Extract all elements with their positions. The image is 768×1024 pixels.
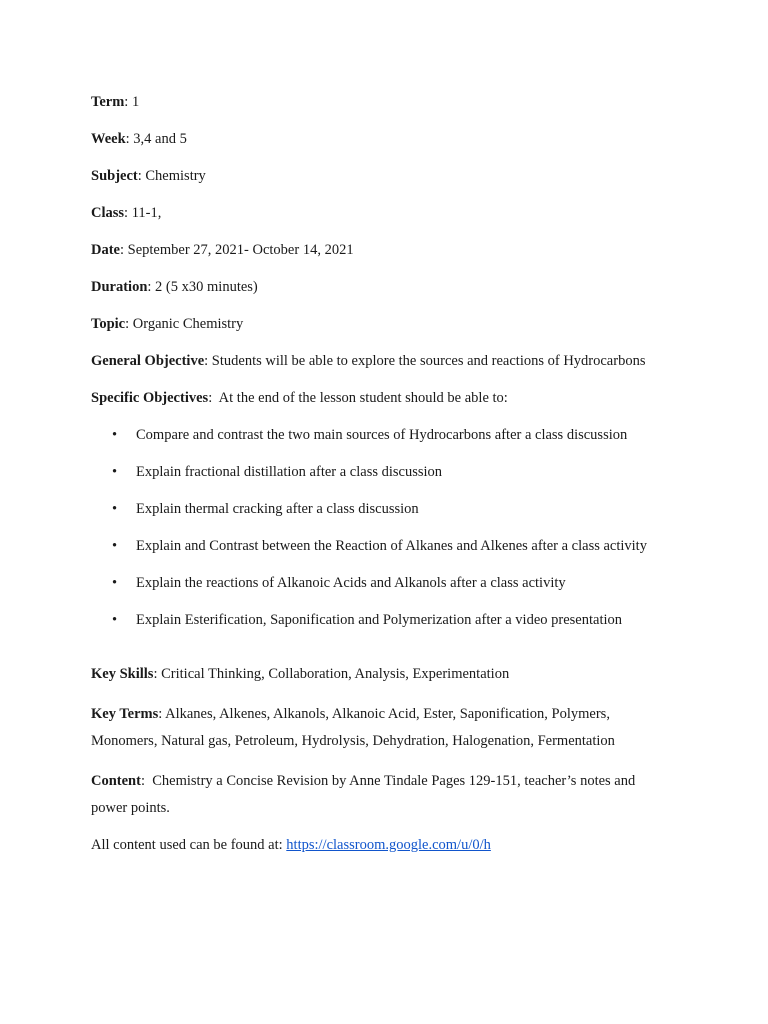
specific-objectives-field [91,388,691,408]
subject-value: : Chemistry [137,168,206,184]
content-label: Content [91,773,141,789]
date-value: : September 27, 2021- October 14, 2021 [120,242,354,258]
list-item [91,610,691,630]
term-field [91,92,691,112]
objective-text: Explain and Contrast between the Reaction of Alkanes and Alkenes after a class activity [136,538,647,554]
key-skills-label: Key Skills [91,666,154,682]
subject-label: Subject [91,168,138,184]
classroom-link[interactable]: https://classroom.google.com/u/0/h [286,837,491,853]
objective-text: Explain the reactions of Alkanoic Acids and Alkanols after a class activity [136,575,566,591]
bullet-icon: • [112,501,118,517]
bullet-icon: • [112,538,118,554]
class-field [91,203,691,223]
class-value: : 11-1, [124,205,162,221]
term-value: : 1 [124,94,140,110]
lesson-plan-document [91,92,691,872]
duration-field [91,277,691,297]
content-value: : Chemistry a Concise Revision by Anne Tindale Pages 129-151, teacher’s notes and power points. [91,773,639,816]
key-terms-label: Key Terms [91,706,159,722]
objective-text: Explain thermal cracking after a class discussion [136,501,419,517]
list-item [91,573,691,593]
week-field [91,129,691,149]
content-location-text: All content used can be found at: [91,837,287,853]
class-label: Class [91,205,125,221]
objective-text: Explain Esterification, Saponification and Polymerization after a video presentation [136,612,622,628]
bullet-icon: • [112,427,118,443]
bullet-icon: • [112,575,118,591]
topic-label: Topic [91,316,126,332]
list-item [91,536,691,556]
week-value: : 3,4 and 5 [125,131,187,147]
list-item [91,425,691,445]
objective-text: Compare and contrast the two main sources of Hydrocarbons after a class discussion [136,427,628,443]
bullet-icon: • [112,612,118,628]
key-terms-value: : Alkanes, Alkenes, Alkanols, Alkanoic Acid, Ester, Saponification, Polymers, Monomers, Natural gas, Petroleum, Hydrolysis, Dehydration, Halogenation, Fermentation [91,706,615,749]
topic-field [91,314,691,334]
general-objective-label: General Objective [91,353,205,369]
duration-label: Duration [91,279,148,295]
specific-objectives-list [91,425,691,630]
list-item [91,499,691,519]
general-objective-value: : Students will be able to explore the sources and reactions of Hydrocarbons [204,353,646,369]
key-terms-field [91,701,671,755]
content-location [91,835,691,855]
objective-text: Explain fractional distillation after a class discussion [136,464,443,480]
specific-objectives-label: Specific Objectives [91,390,209,406]
duration-value: : 2 (5 x30 minutes) [147,279,258,295]
key-skills-value: : Critical Thinking, Collaboration, Analysis, Experimentation [153,666,510,682]
subject-field [91,166,691,186]
specific-objectives-value: : At the end of the lesson student should be able to: [208,390,508,406]
week-label: Week [91,131,126,147]
date-label: Date [91,242,120,258]
section-spacer [91,647,691,664]
term-label: Term [91,94,125,110]
topic-value: : Organic Chemistry [125,316,244,332]
list-item [91,462,691,482]
content-field [91,768,671,822]
key-skills-field [91,664,691,684]
general-objective-field [91,351,691,371]
bullet-icon: • [112,464,118,480]
date-field [91,240,691,260]
